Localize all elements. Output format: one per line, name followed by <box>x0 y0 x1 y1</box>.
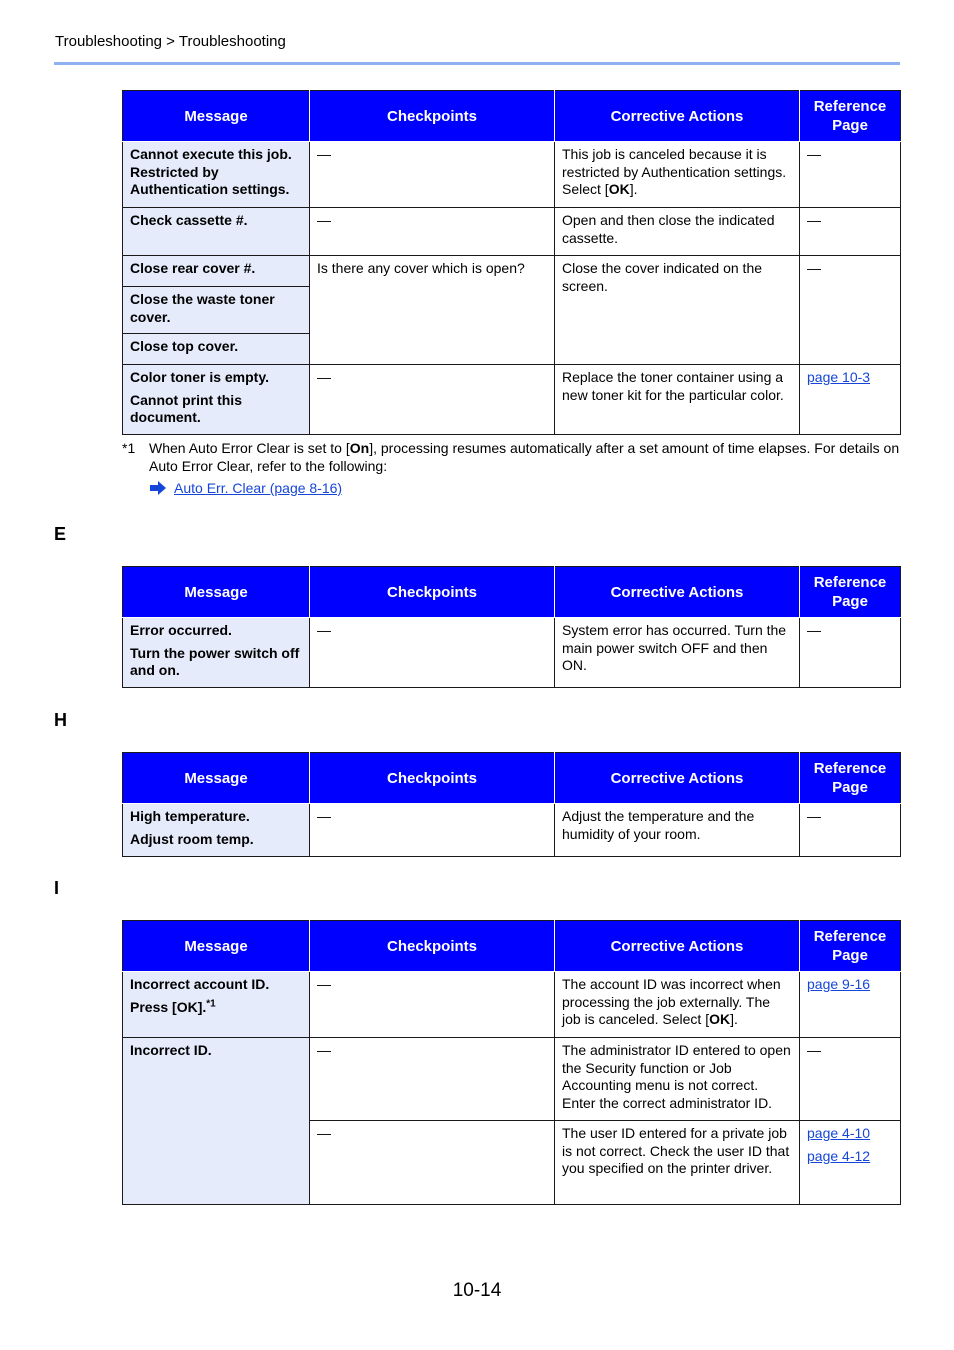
checkpoints-cell: — <box>310 1121 555 1205</box>
checkpoints-cell: — <box>310 142 555 208</box>
message-table-continued <box>122 90 901 435</box>
message-cell: Close the waste toner cover. <box>123 287 310 334</box>
corrective-action-cell: The administrator ID entered to open the Security function or Job Accounting menu is not correct. Enter the correct administrator ID. <box>555 1038 800 1121</box>
table-header-row <box>123 567 901 618</box>
checkpoints-cell: — <box>310 208 555 256</box>
reference-cell: — <box>800 618 901 688</box>
message-cell: Color toner is empty. Cannot print this document. <box>123 365 310 435</box>
message-cell: Incorrect ID. <box>123 1038 310 1205</box>
message-table-h <box>122 752 901 857</box>
col-header-checkpoints: Checkpoints <box>310 921 555 972</box>
col-header-reference-page: Reference Page <box>800 921 901 972</box>
message-table-e <box>122 566 901 688</box>
col-header-corrective-actions: Corrective Actions <box>555 91 800 142</box>
message-cell: Check cassette #. <box>123 208 310 256</box>
table-header-row <box>123 91 901 142</box>
reference-cell <box>800 972 901 1038</box>
corrective-action-cell: Replace the toner container using a new toner kit for the particular color. <box>555 365 800 435</box>
message-cell: Close rear cover #. <box>123 256 310 287</box>
footnote-mark: *1 <box>122 440 136 456</box>
col-header-checkpoints: Checkpoints <box>310 91 555 142</box>
section-letter-e: E <box>54 524 67 544</box>
corrective-action-cell: Close the cover indicated on the screen. <box>555 256 800 365</box>
corrective-action-cell: Open and then close the indicated cassette. <box>555 208 800 256</box>
footnote <box>122 440 902 496</box>
checkpoints-cell: — <box>310 804 555 857</box>
table-row <box>123 256 901 287</box>
reference-cell <box>800 365 901 435</box>
reference-link[interactable]: page 10-3 <box>807 369 871 385</box>
reference-cell <box>800 1121 901 1205</box>
col-header-message: Message <box>123 753 310 804</box>
breadcrumb: Troubleshooting > Troubleshooting <box>55 33 286 50</box>
checkpoints-cell: — <box>310 618 555 688</box>
corrective-action-cell: Adjust the temperature and the humidity of your room. <box>555 804 800 857</box>
section-letter-h: H <box>54 710 67 730</box>
reference-link[interactable]: page 4-10 <box>807 1125 871 1141</box>
col-header-message: Message <box>123 567 310 618</box>
table-row <box>123 972 901 1038</box>
table-row <box>123 618 901 688</box>
col-header-corrective-actions: Corrective Actions <box>555 753 800 804</box>
footnote-link-row <box>150 480 342 498</box>
table-header-row <box>123 921 901 972</box>
col-header-reference-page: Reference Page <box>800 567 901 618</box>
auto-err-clear-link[interactable]: Auto Err. Clear (page 8-16) <box>174 480 343 496</box>
reference-cell: — <box>800 804 901 857</box>
col-header-reference-page: Reference Page <box>800 91 901 142</box>
col-header-corrective-actions: Corrective Actions <box>555 567 800 618</box>
arrow-right-icon <box>150 481 166 495</box>
table-row <box>123 142 901 208</box>
message-cell: Close top cover. <box>123 334 310 365</box>
section-letter-i: I <box>54 878 60 898</box>
checkpoints-cell: Is there any cover which is open? <box>310 256 555 365</box>
checkpoints-cell: — <box>310 972 555 1038</box>
corrective-action-cell: System error has occurred. Turn the main power switch OFF and then ON. <box>555 618 800 688</box>
message-cell: Error occurred. Turn the power switch off and on. <box>123 618 310 688</box>
table-header-row <box>123 753 901 804</box>
table-row <box>123 804 901 857</box>
message-cell: Cannot execute this job. Restricted by Authentication settings. <box>123 142 310 208</box>
corrective-action-cell: This job is canceled because it is restricted by Authentication settings. Select [OK]. <box>555 142 800 208</box>
message-cell: Incorrect account ID. Press [OK].$^{*1}$ <box>123 972 310 1038</box>
message-table-i <box>122 920 901 1205</box>
col-header-reference-page: Reference Page <box>800 753 901 804</box>
corrective-action-cell: The account ID was incorrect when processing the job externally. The job is canceled. Select [OK]. <box>555 972 800 1038</box>
checkpoints-cell: — <box>310 1038 555 1121</box>
reference-cell: — <box>800 142 901 208</box>
footnote-text: When Auto Error Clear is set to [On], processing resumes automatically after a set amount of time elapses. For details on Auto Error Clear, refer to the following: <box>149 440 900 474</box>
page-number: 10-14 <box>452 1280 502 1301</box>
col-header-message: Message <box>123 91 310 142</box>
table-row <box>123 1038 901 1121</box>
corrective-action-cell: The user ID entered for a private job is not correct. Check the user ID that you specified on the printer driver. <box>555 1121 800 1205</box>
col-header-checkpoints: Checkpoints <box>310 567 555 618</box>
checkpoints-cell: — <box>310 365 555 435</box>
reference-link[interactable]: page 9-16 <box>807 976 871 992</box>
col-header-message: Message <box>123 921 310 972</box>
col-header-checkpoints: Checkpoints <box>310 753 555 804</box>
table-row <box>123 365 901 435</box>
reference-cell: — <box>800 256 901 365</box>
reference-cell: — <box>800 208 901 256</box>
col-header-corrective-actions: Corrective Actions <box>555 921 800 972</box>
reference-link[interactable]: page 4-12 <box>807 1147 871 1164</box>
reference-cell: — <box>800 1038 901 1121</box>
header-rule <box>54 62 900 65</box>
footnote-ref: *1 <box>206 997 216 1009</box>
table-row <box>123 208 901 256</box>
message-cell: High temperature. Adjust room temp. <box>123 804 310 857</box>
